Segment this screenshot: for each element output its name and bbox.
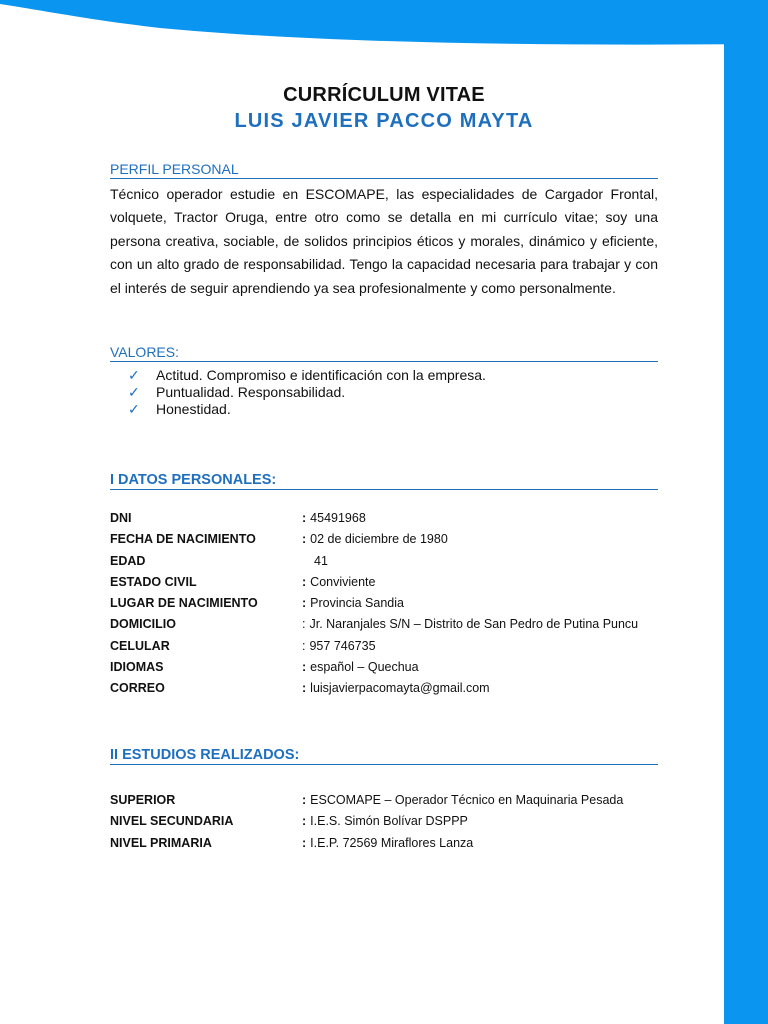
data-row: NIVEL PRIMARIA : I.E.P. 72569 Miraflores Lanza <box>110 835 474 850</box>
data-row: CORREO : luisjavierpacomayta@gmail.com <box>110 681 490 696</box>
list-item: ✓ Puntualidad. Responsabilidad. <box>128 384 346 400</box>
right-side-band <box>724 0 768 1024</box>
checkmark-icon: ✓ <box>128 384 140 400</box>
valores-list <box>128 367 486 418</box>
section-heading-datos: I DATOS PERSONALES: <box>110 472 658 490</box>
checkmark-icon: ✓ <box>128 401 140 417</box>
data-row: IDIOMAS : español – Quechua <box>110 660 419 675</box>
section-heading-valores: VALORES: <box>110 344 658 362</box>
data-row: EDAD 41 <box>110 553 328 568</box>
perfil-paragraph: Técnico operador estudie en ESCOMAPE, las especialidades de Cargador Frontal, volquete, Tractor Oruga, entre otro como se detalla en mi currículo vitae; soy una persona creativa, sociable, de solidos principios éticos y morales, dinámico y eficiente, con un alto grado de responsabilidad. Tengo la capacidad necesaria para trabajar y con el interés de seguir aprendiendo ya sea profesionalmente y como personalmente. <box>110 186 658 296</box>
person-name: LUIS JAVIER PACCO MAYTA <box>234 110 534 132</box>
document-title: CURRÍCULUM VITAE <box>283 84 485 106</box>
section-heading-estudios: II ESTUDIOS REALIZADOS: <box>110 747 658 765</box>
data-row: LUGAR DE NACIMIENTO : Provincia Sandia <box>110 596 404 611</box>
data-row: NIVEL SECUNDARIA : I.E.S. Simón Bolívar DSPPP <box>110 814 468 829</box>
datos-personales-list <box>110 508 670 700</box>
section-heading-perfil: PERFIL PERSONAL <box>110 161 658 179</box>
top-wave-decoration <box>0 0 768 50</box>
data-row: CELULAR : 957 746735 <box>110 638 376 653</box>
data-row: FECHA DE NACIMIENTO : 02 de diciembre de 1980 <box>110 532 448 547</box>
data-row: ESTADO CIVIL : Conviviente <box>110 574 376 589</box>
data-row: DOMICILIO : Jr. Naranjales S/N – Distrito de San Pedro de Putina Puncu <box>110 617 639 632</box>
checkmark-icon: ✓ <box>128 367 140 383</box>
estudios-list <box>110 790 670 854</box>
list-item: ✓ Honestidad. <box>128 401 231 417</box>
data-row: DNI : 45491968 <box>110 511 366 525</box>
list-item: ✓ Actitud. Compromiso e identificación con la empresa. <box>128 367 486 383</box>
data-row: SUPERIOR : ESCOMAPE – Operador Técnico en Maquinaria Pesada <box>110 793 624 807</box>
